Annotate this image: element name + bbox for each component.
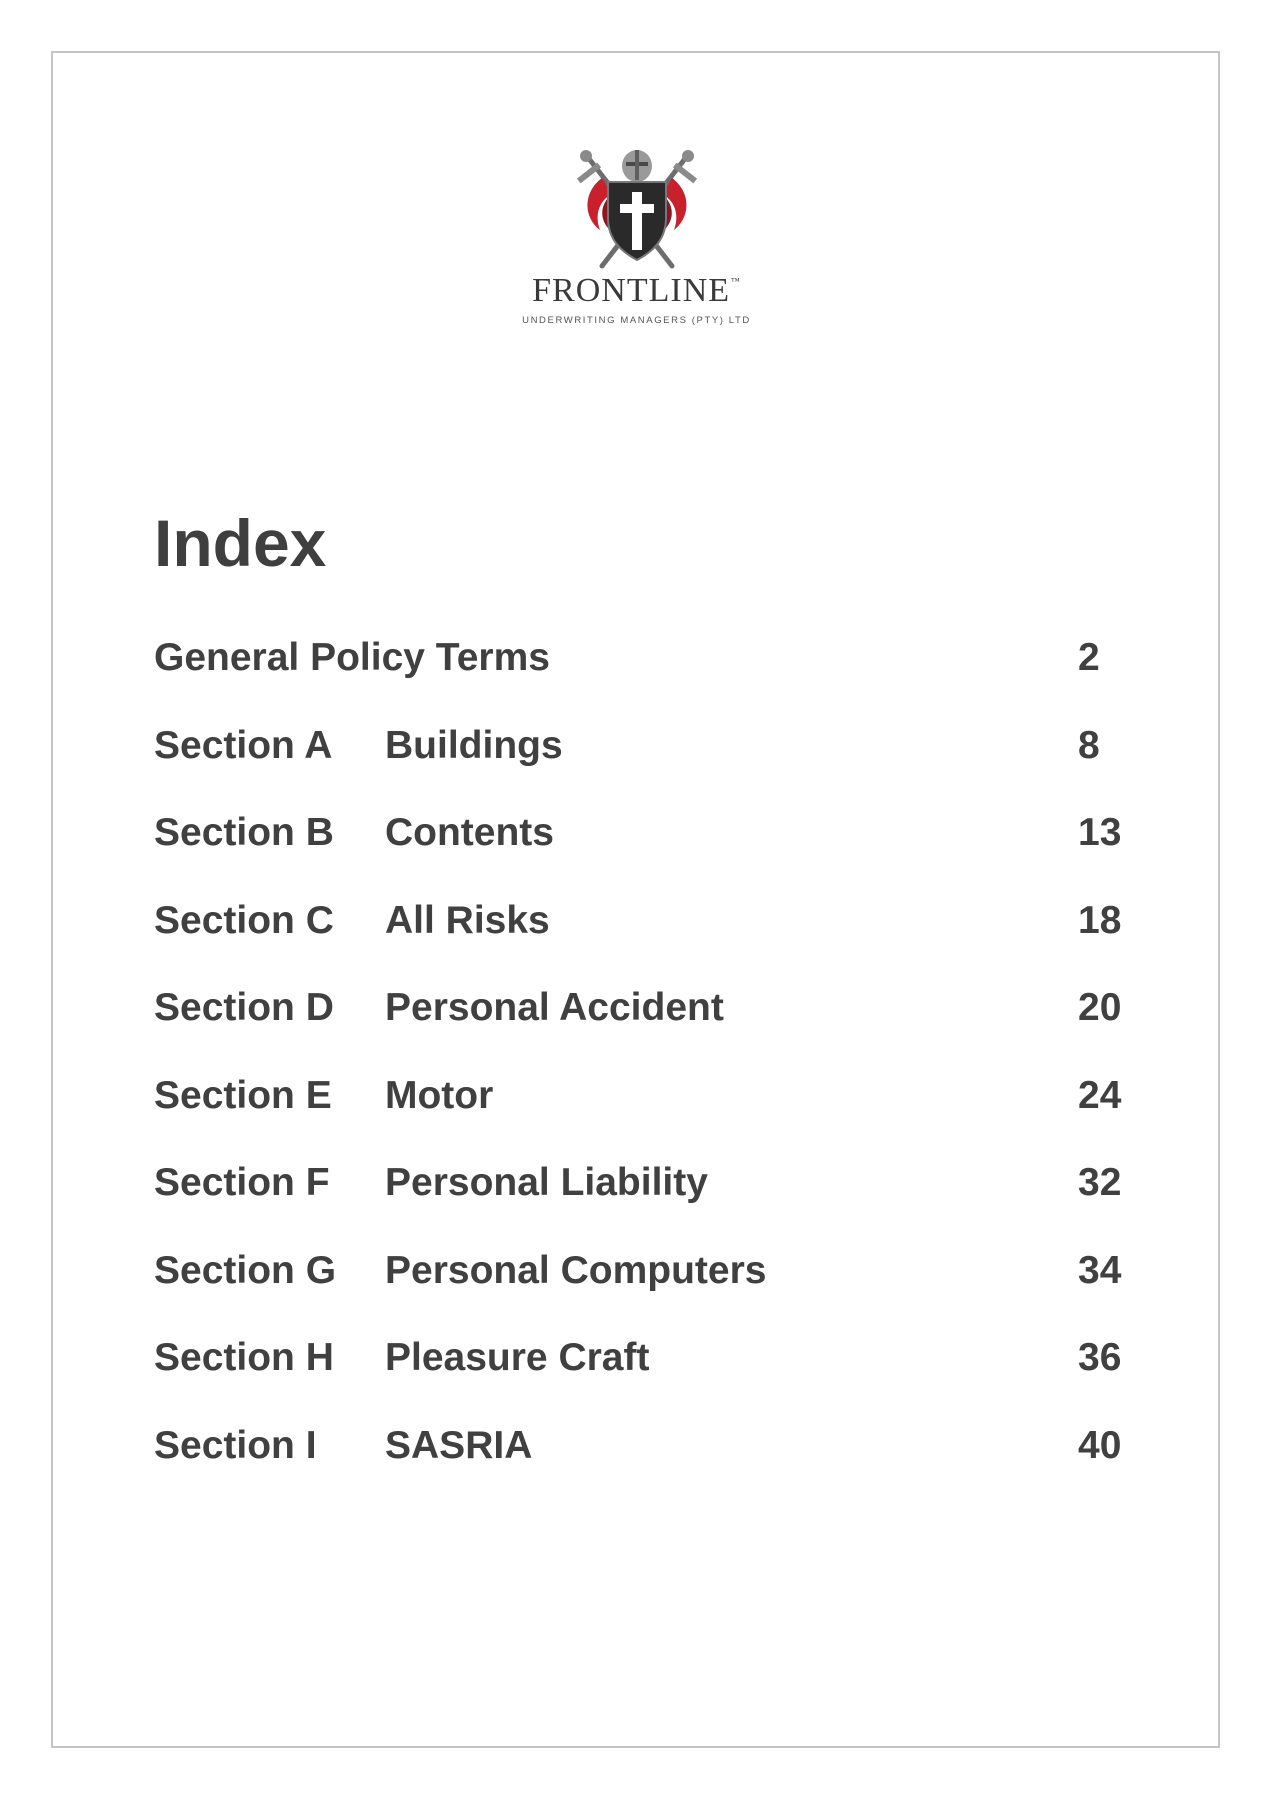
company-logo <box>0 148 1273 273</box>
toc-entry <box>154 1073 1134 1164</box>
toc-page-number: 34 <box>1078 1248 1122 1292</box>
toc-section: Section G <box>154 1248 337 1292</box>
toc-section: Section E <box>154 1073 332 1117</box>
toc-page-number: 20 <box>1078 986 1122 1029</box>
toc-section: Section C <box>154 898 334 942</box>
toc-label: Pleasure Craft <box>385 1336 650 1379</box>
toc-entry <box>154 1338 1134 1426</box>
toc-entry <box>154 898 1134 989</box>
toc-page-number: 40 <box>1078 1423 1122 1467</box>
logo-subtitle: UNDERWRITING MANAGERS (PTY) LTD <box>522 315 751 326</box>
toc-page-number: 24 <box>1078 1073 1122 1117</box>
toc-entry <box>154 1423 1134 1514</box>
toc-entry <box>154 1248 1134 1339</box>
toc-label: All Risks <box>385 898 550 942</box>
toc-label: Contents <box>385 811 554 854</box>
toc-section: Section B <box>154 811 334 854</box>
toc-section: Section I <box>154 1423 317 1467</box>
toc-page-number: 8 <box>1078 723 1100 767</box>
toc-page-number: 32 <box>1078 1161 1122 1204</box>
toc-page-number: 13 <box>1078 811 1122 854</box>
toc-entry <box>154 1163 1134 1251</box>
toc-page-number: 36 <box>1078 1336 1122 1379</box>
toc-section: Section H <box>154 1336 334 1379</box>
toc-label: SASRIA <box>385 1423 533 1467</box>
toc-entry <box>154 723 1134 814</box>
toc-section: Section A <box>154 723 333 767</box>
toc-label: Buildings <box>385 723 563 767</box>
toc-page-number: 2 <box>1078 636 1100 679</box>
table-of-contents <box>154 638 1134 1513</box>
crest-icon <box>572 148 702 273</box>
toc-entry <box>154 638 1134 726</box>
toc-label: Personal Accident <box>385 986 724 1029</box>
logo-wordmark: FRONTLINE™ <box>532 272 741 309</box>
toc-section: General Policy Terms <box>154 636 550 679</box>
toc-label: Personal Computers <box>385 1248 767 1292</box>
toc-section: Section F <box>154 1161 330 1204</box>
page-title: Index <box>154 506 327 580</box>
toc-page-number: 18 <box>1078 898 1122 942</box>
toc-section: Section D <box>154 986 334 1029</box>
trademark-symbol: ™ <box>731 276 741 286</box>
toc-label: Personal Liability <box>385 1161 708 1204</box>
toc-entry <box>154 813 1134 901</box>
toc-entry <box>154 988 1134 1076</box>
toc-label: Motor <box>385 1073 494 1117</box>
